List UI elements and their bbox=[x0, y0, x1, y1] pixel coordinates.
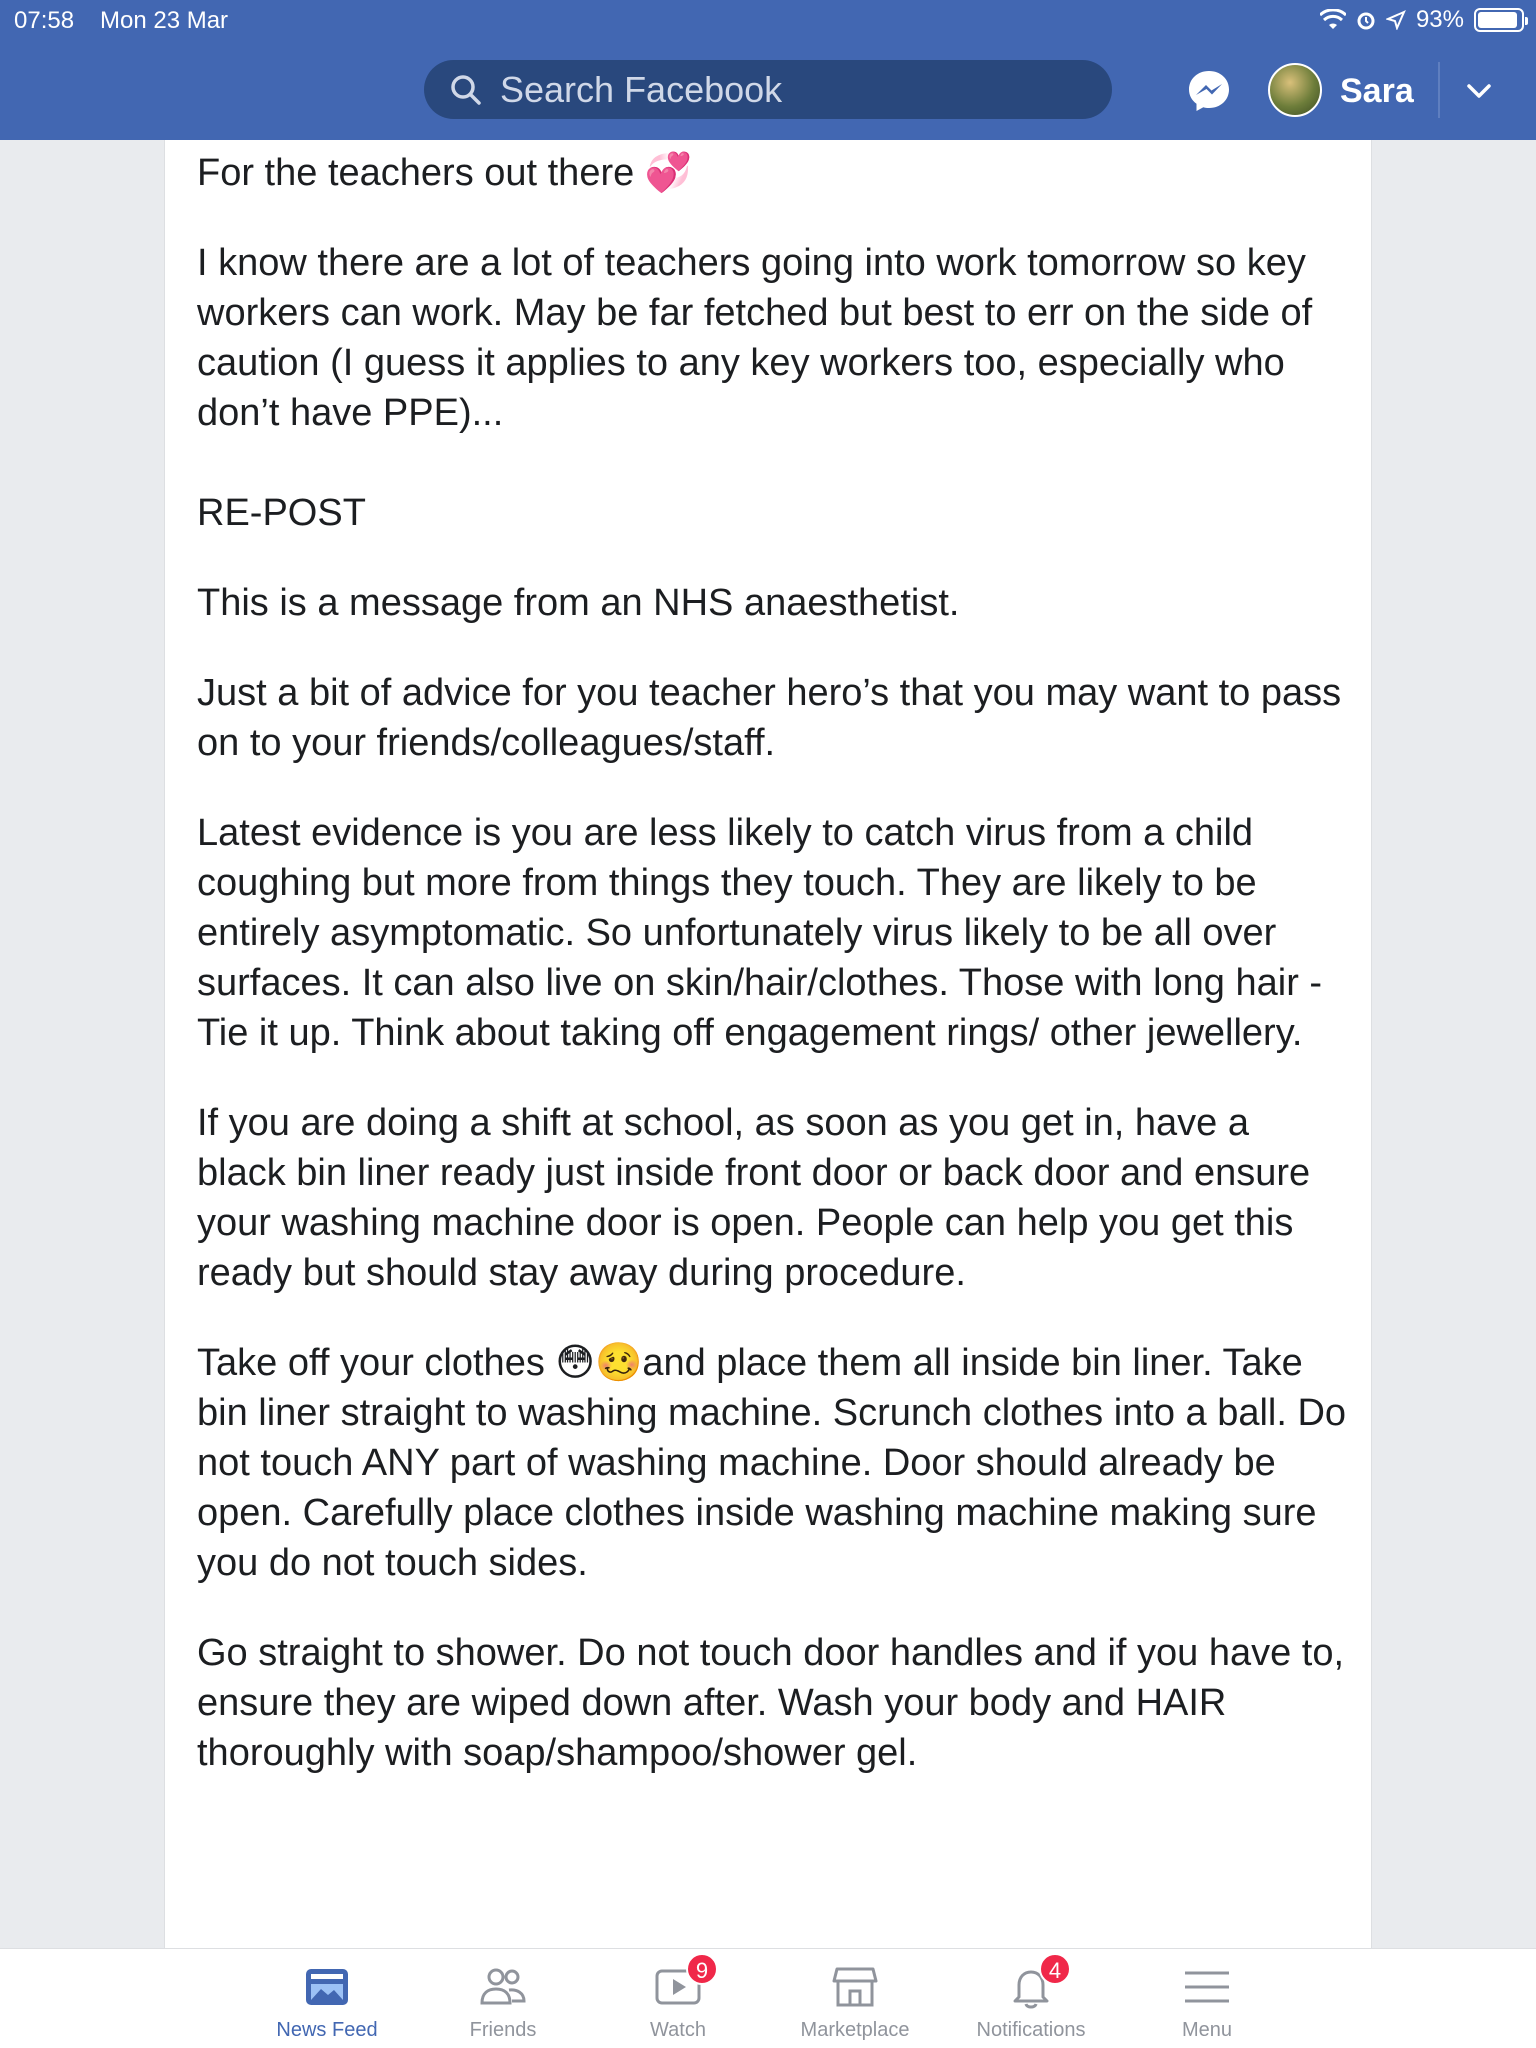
search-input[interactable] bbox=[500, 69, 1080, 111]
watch-badge: 9 bbox=[686, 1953, 718, 1985]
menu-icon bbox=[1183, 1963, 1231, 2011]
search-icon bbox=[448, 72, 484, 108]
wifi-icon bbox=[1320, 9, 1346, 31]
status-right bbox=[1320, 6, 1524, 34]
user-name[interactable]: Sara bbox=[1340, 72, 1414, 110]
tab-label: Notifications bbox=[976, 2019, 1086, 2041]
notifications-badge: 4 bbox=[1039, 1953, 1071, 1985]
status-date: Mon 23 Mar bbox=[100, 7, 229, 34]
post-paragraph: Just a bit of advice for you teacher hero’s that you may want to pass on to your friends/colleagues/staff. bbox=[197, 672, 1342, 764]
header-divider bbox=[1438, 62, 1440, 118]
battery-fill bbox=[1478, 12, 1517, 28]
status-bar bbox=[0, 0, 1536, 40]
tab-label: News Feed bbox=[276, 2019, 378, 2041]
tab-label: Watch bbox=[650, 2019, 706, 2041]
post-paragraph: Go straight to shower. Do not touch door handles and if you have to, ensure they are wiped down after. Wash your body and HAIR thoroughly with soap/shampoo/shower gel. bbox=[197, 1632, 1345, 1774]
bottom-nav bbox=[0, 1948, 1536, 2048]
tab-label: Menu bbox=[1181, 2019, 1233, 2041]
tab-notifications[interactable] bbox=[951, 1958, 1111, 2042]
post-paragraph: If you are doing a shift at school, as soon as you get in, have a black bin liner ready just inside front door or back door and ensure your washing machine door is open. People can help you get this ready but should stay away during procedure. bbox=[197, 1102, 1311, 1294]
post-paragraph: Take off your clothes 😳🥴and place them all inside bin liner. Take bin liner straight to washing machine. Scrunch clothes into a ball. Do not touch ANY part of washing machine. Door should already be open. Carefully place clothes inside washing machine making sure you do not touch sides. bbox=[197, 1342, 1347, 1584]
post-paragraph: I know there are a lot of teachers going into work tomorrow so key workers can work. May be far fetched but best to err on the side of caution (I guess it applies to any key workers too, especially who don’t have PPE)... bbox=[197, 242, 1313, 434]
post-paragraph: For the teachers out there 💞 bbox=[197, 152, 693, 194]
tab-label: Friends bbox=[469, 2019, 537, 2041]
tab-menu[interactable] bbox=[1127, 1963, 1287, 2042]
alarm-icon bbox=[1356, 10, 1376, 30]
post-paragraph: This is a message from an NHS anaesthetist. bbox=[197, 582, 960, 624]
post-paragraph: RE-POST bbox=[197, 492, 366, 534]
news-feed-icon bbox=[303, 1963, 351, 2011]
location-icon bbox=[1386, 10, 1406, 30]
marketplace-icon bbox=[831, 1963, 879, 2011]
search-bar[interactable] bbox=[424, 60, 1112, 119]
post-body bbox=[197, 148, 1347, 1828]
avatar[interactable] bbox=[1268, 63, 1322, 117]
battery-percent: 93% bbox=[1415, 6, 1464, 33]
tab-label: Marketplace bbox=[800, 2019, 910, 2041]
chevron-down-icon[interactable] bbox=[1464, 76, 1494, 106]
tab-marketplace[interactable] bbox=[775, 1963, 935, 2042]
status-time: 07:58 bbox=[14, 7, 75, 34]
messenger-icon[interactable] bbox=[1186, 68, 1232, 114]
tab-news-feed[interactable] bbox=[247, 1963, 407, 2042]
post-card bbox=[164, 140, 1372, 1948]
post-paragraph: Latest evidence is you are less likely to catch virus from a child coughing but more from things they touch. They are likely to be entirely asymptomatic. So unfortunately virus likely to be all over surfaces. It can also live on skin/hair/clothes. Those with long hair - Tie it up. Think about taking off engagement rings/ other jewellery. bbox=[197, 812, 1323, 1054]
battery-icon bbox=[1474, 8, 1524, 32]
tab-watch[interactable] bbox=[598, 1958, 758, 2042]
friends-icon bbox=[479, 1963, 527, 2011]
tab-friends[interactable] bbox=[423, 1963, 583, 2042]
top-bar bbox=[0, 0, 1536, 140]
